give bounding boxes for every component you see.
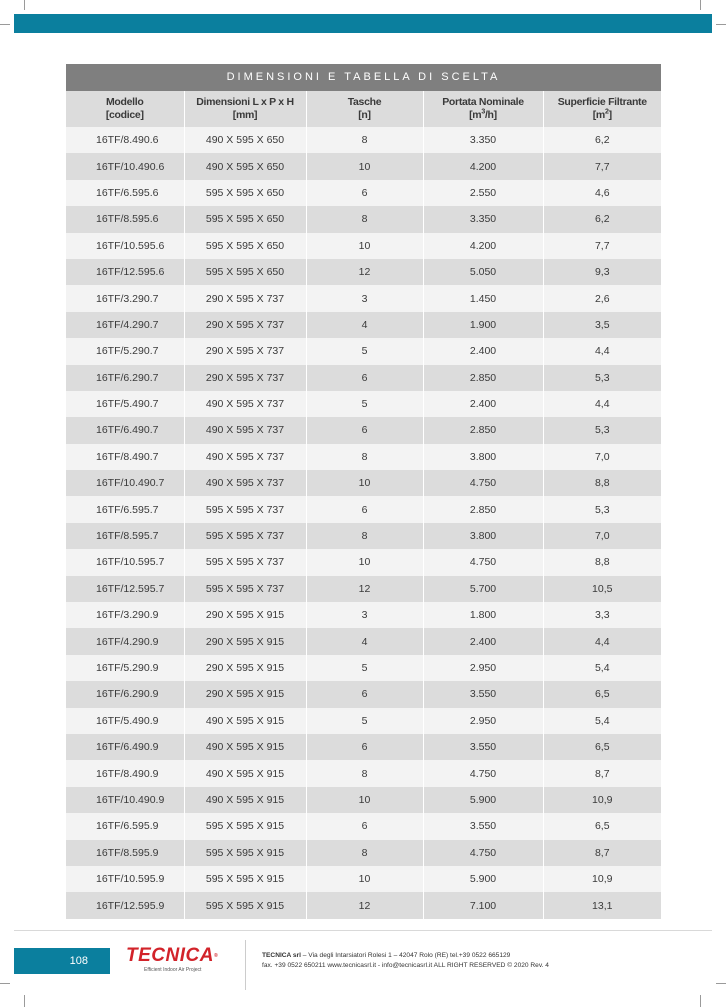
cell-dimensions: 290 X 595 X 737	[184, 365, 306, 391]
cell-model: 16TF/8.490.9	[66, 760, 184, 786]
cell-dimensions: 490 X 595 X 915	[184, 787, 306, 813]
table-row	[66, 866, 661, 892]
cell-airflow: 2.950	[423, 655, 543, 681]
cell-model: 16TF/6.290.9	[66, 681, 184, 707]
cell-model: 16TF/12.595.7	[66, 576, 184, 602]
cell-filter-surface: 3,5	[543, 312, 661, 338]
table-row	[66, 576, 661, 602]
cell-model: 16TF/12.595.9	[66, 892, 184, 918]
cell-filter-surface: 4,4	[543, 391, 661, 417]
cell-model: 16TF/5.490.7	[66, 391, 184, 417]
cell-pockets: 8	[306, 206, 423, 232]
cell-pockets: 6	[306, 681, 423, 707]
cell-dimensions: 595 X 595 X 737	[184, 496, 306, 522]
cell-airflow: 2.850	[423, 496, 543, 522]
cell-filter-surface: 8,7	[543, 840, 661, 866]
cell-airflow: 5.900	[423, 866, 543, 892]
cell-pockets: 5	[306, 391, 423, 417]
crop-mark	[24, 0, 25, 10]
crop-mark	[0, 24, 10, 25]
table-row	[66, 840, 661, 866]
table-body	[66, 127, 661, 919]
cell-dimensions: 290 X 595 X 915	[184, 602, 306, 628]
cell-airflow: 4.750	[423, 760, 543, 786]
cell-model: 16TF/10.490.7	[66, 470, 184, 496]
column-header-filter-surface: Superficie Filtrante $[m^2]$	[543, 91, 661, 127]
cell-model: 16TF/8.490.6	[66, 127, 184, 153]
cell-filter-surface: 7,7	[543, 153, 661, 179]
cell-filter-surface: 8,8	[543, 470, 661, 496]
cell-dimensions: 490 X 595 X 915	[184, 708, 306, 734]
cell-model: 16TF/6.595.6	[66, 180, 184, 206]
cell-pockets: 6	[306, 813, 423, 839]
cell-airflow: 2.400	[423, 338, 543, 364]
cell-dimensions: 595 X 595 X 737	[184, 549, 306, 575]
cell-airflow: 3.550	[423, 813, 543, 839]
table-row	[66, 523, 661, 549]
cell-model: 16TF/8.595.9	[66, 840, 184, 866]
table-row	[66, 444, 661, 470]
table-row	[66, 365, 661, 391]
cell-dimensions: 290 X 595 X 737	[184, 312, 306, 338]
cell-pockets: 6	[306, 496, 423, 522]
cell-airflow: 4.750	[423, 549, 543, 575]
footer-separator	[245, 940, 246, 990]
cell-airflow: 3.550	[423, 734, 543, 760]
cell-airflow: 5.050	[423, 259, 543, 285]
cell-airflow: 3.800	[423, 523, 543, 549]
cell-airflow: 4.200	[423, 233, 543, 259]
cell-model: 16TF/12.595.6	[66, 259, 184, 285]
cell-airflow: 5.900	[423, 787, 543, 813]
cell-dimensions: 290 X 595 X 915	[184, 681, 306, 707]
cell-airflow: 4.750	[423, 470, 543, 496]
cell-model: 16TF/10.490.9	[66, 787, 184, 813]
cell-model: 16TF/5.490.9	[66, 708, 184, 734]
cell-filter-surface: 6,5	[543, 734, 661, 760]
table-row	[66, 206, 661, 232]
crop-mark	[716, 983, 726, 984]
company-name: TECNICA srl	[262, 952, 301, 959]
cell-dimensions: 595 X 595 X 650	[184, 206, 306, 232]
cell-model: 16TF/6.595.9	[66, 813, 184, 839]
logo-tagline: Efficient Indoor Air Project	[144, 967, 202, 973]
cell-airflow: 2.950	[423, 708, 543, 734]
crop-mark	[700, 0, 701, 10]
cell-dimensions: 595 X 595 X 915	[184, 840, 306, 866]
cell-airflow: 1.450	[423, 285, 543, 311]
crop-mark	[716, 24, 726, 25]
table-row	[66, 602, 661, 628]
cell-filter-surface: 13,1	[543, 892, 661, 918]
cell-filter-surface: 10,9	[543, 787, 661, 813]
cell-pockets: 8	[306, 840, 423, 866]
cell-pockets: 8	[306, 523, 423, 549]
cell-airflow: 3.350	[423, 206, 543, 232]
cell-model: 16TF/6.490.7	[66, 417, 184, 443]
cell-pockets: 10	[306, 233, 423, 259]
cell-pockets: 8	[306, 127, 423, 153]
cell-airflow: 4.750	[423, 840, 543, 866]
table-row	[66, 655, 661, 681]
table-row	[66, 892, 661, 918]
header-band	[14, 14, 712, 33]
table-row	[66, 180, 661, 206]
cell-pockets: 5	[306, 708, 423, 734]
cell-pockets: 12	[306, 259, 423, 285]
table-row	[66, 496, 661, 522]
cell-airflow: 2.850	[423, 417, 543, 443]
cell-pockets: 5	[306, 655, 423, 681]
table-row	[66, 681, 661, 707]
table-row	[66, 708, 661, 734]
cell-pockets: 3	[306, 285, 423, 311]
table-row	[66, 787, 661, 813]
table-row	[66, 285, 661, 311]
cell-model: 16TF/10.595.7	[66, 549, 184, 575]
cell-filter-surface: 6,5	[543, 813, 661, 839]
selection-table-block	[66, 64, 661, 919]
cell-model: 16TF/10.490.6	[66, 153, 184, 179]
cell-pockets: 6	[306, 365, 423, 391]
cell-airflow: 2.400	[423, 391, 543, 417]
table-row	[66, 153, 661, 179]
column-header-pockets: Tasche [n]	[306, 91, 423, 127]
cell-pockets: 6	[306, 417, 423, 443]
cell-model: 16TF/6.490.9	[66, 734, 184, 760]
cell-filter-surface: 7,0	[543, 444, 661, 470]
cell-model: 16TF/4.290.9	[66, 628, 184, 654]
cell-airflow: 1.800	[423, 602, 543, 628]
cell-pockets: 4	[306, 312, 423, 338]
column-header-model: Modello [codice]	[66, 91, 184, 127]
cell-dimensions: 595 X 595 X 915	[184, 813, 306, 839]
cell-model: 16TF/4.290.7	[66, 312, 184, 338]
cell-filter-surface: 4,6	[543, 180, 661, 206]
cell-dimensions: 290 X 595 X 915	[184, 655, 306, 681]
cell-filter-surface: 10,5	[543, 576, 661, 602]
cell-dimensions: 595 X 595 X 915	[184, 866, 306, 892]
table-row	[66, 813, 661, 839]
cell-dimensions: 595 X 595 X 737	[184, 523, 306, 549]
cell-pockets: 6	[306, 180, 423, 206]
cell-pockets: 8	[306, 444, 423, 470]
cell-dimensions: 595 X 595 X 650	[184, 180, 306, 206]
cell-airflow: 4.200	[423, 153, 543, 179]
cell-filter-surface: 5,3	[543, 365, 661, 391]
cell-dimensions: 595 X 595 X 915	[184, 892, 306, 918]
table-header-row	[66, 91, 661, 127]
cell-filter-surface: 5,3	[543, 496, 661, 522]
cell-filter-surface: 10,9	[543, 866, 661, 892]
cell-dimensions: 490 X 595 X 915	[184, 760, 306, 786]
cell-model: 16TF/3.290.9	[66, 602, 184, 628]
column-header-airflow: Portata Nominale $[m^3/h]$	[423, 91, 543, 127]
table-row	[66, 259, 661, 285]
cell-pockets: 10	[306, 153, 423, 179]
table-row	[66, 127, 661, 153]
cell-pockets: 10	[306, 549, 423, 575]
cell-dimensions: 490 X 595 X 737	[184, 417, 306, 443]
cell-dimensions: 595 X 595 X 737	[184, 576, 306, 602]
page-number: 108	[69, 955, 88, 967]
cell-pockets: 12	[306, 892, 423, 918]
cell-model: 16TF/5.290.7	[66, 338, 184, 364]
crop-mark	[700, 995, 701, 1007]
cell-pockets: 10	[306, 787, 423, 813]
selection-table	[66, 91, 661, 919]
cell-filter-surface: 4,4	[543, 628, 661, 654]
cell-pockets: 3	[306, 602, 423, 628]
footer-divider	[14, 930, 712, 931]
crop-mark	[24, 995, 25, 1007]
table-row	[66, 734, 661, 760]
cell-filter-surface: 2,6	[543, 285, 661, 311]
table-row	[66, 760, 661, 786]
cell-dimensions: 490 X 595 X 915	[184, 734, 306, 760]
cell-pockets: 4	[306, 628, 423, 654]
cell-filter-surface: 3,3	[543, 602, 661, 628]
page-number-box	[14, 948, 110, 974]
cell-filter-surface: 8,8	[543, 549, 661, 575]
cell-filter-surface: 6,2	[543, 206, 661, 232]
table-row	[66, 417, 661, 443]
table-row	[66, 549, 661, 575]
cell-pockets: 12	[306, 576, 423, 602]
cell-pockets: 10	[306, 470, 423, 496]
cell-dimensions: 490 X 595 X 650	[184, 153, 306, 179]
cell-model: 16TF/6.595.7	[66, 496, 184, 522]
cell-dimensions: 490 X 595 X 737	[184, 470, 306, 496]
cell-pockets: 5	[306, 338, 423, 364]
cell-filter-surface: 7,7	[543, 233, 661, 259]
cell-airflow: 2.400	[423, 628, 543, 654]
cell-dimensions: 490 X 595 X 737	[184, 444, 306, 470]
cell-model: 16TF/10.595.9	[66, 866, 184, 892]
cell-airflow: 2.850	[423, 365, 543, 391]
table-row	[66, 391, 661, 417]
cell-filter-surface: 5,4	[543, 708, 661, 734]
cell-filter-surface: 4,4	[543, 338, 661, 364]
cell-airflow: 1.900	[423, 312, 543, 338]
table-row	[66, 312, 661, 338]
cell-dimensions: 290 X 595 X 737	[184, 338, 306, 364]
footer-contact: TECNICA srl – Via degli Intarsiatori Rolesi 1 – 42047 Rolo (RE) tel.+39 0522 665129 fax. +39 0522 650211 www.tecnicasrl.it - info@tecnicasrl.it ALL RIGHT RESERVED © 2020 Rev. 4	[262, 952, 549, 969]
cell-filter-surface: 7,0	[543, 523, 661, 549]
cell-dimensions: 595 X 595 X 650	[184, 259, 306, 285]
cell-dimensions: 290 X 595 X 737	[184, 285, 306, 311]
cell-airflow: 5.700	[423, 576, 543, 602]
cell-model: 16TF/8.490.7	[66, 444, 184, 470]
cell-dimensions: 490 X 595 X 737	[184, 391, 306, 417]
cell-filter-surface: 9,3	[543, 259, 661, 285]
cell-airflow: 2.550	[423, 180, 543, 206]
cell-pockets: 6	[306, 734, 423, 760]
cell-filter-surface: 5,3	[543, 417, 661, 443]
tecnica-logo: TECNICA® Efficient Indoor Air Project	[126, 946, 226, 976]
cell-airflow: 3.550	[423, 681, 543, 707]
column-header-dimensions: Dimensioni L x P x H [mm]	[184, 91, 306, 127]
cell-pockets: 8	[306, 760, 423, 786]
cell-model: 16TF/3.290.7	[66, 285, 184, 311]
cell-model: 16TF/5.290.9	[66, 655, 184, 681]
cell-model: 16TF/6.290.7	[66, 365, 184, 391]
table-row	[66, 470, 661, 496]
cell-pockets: 10	[306, 866, 423, 892]
crop-mark	[0, 983, 10, 984]
table-row	[66, 628, 661, 654]
cell-model: 16TF/10.595.6	[66, 233, 184, 259]
cell-airflow: 3.350	[423, 127, 543, 153]
cell-airflow: 7.100	[423, 892, 543, 918]
cell-model: 16TF/8.595.7	[66, 523, 184, 549]
cell-airflow: 3.800	[423, 444, 543, 470]
table-row	[66, 233, 661, 259]
cell-dimensions: 290 X 595 X 915	[184, 628, 306, 654]
cell-dimensions: 490 X 595 X 650	[184, 127, 306, 153]
cell-filter-surface: 5,4	[543, 655, 661, 681]
table-row	[66, 338, 661, 364]
cell-filter-surface: 8,7	[543, 760, 661, 786]
cell-filter-surface: 6,5	[543, 681, 661, 707]
cell-dimensions: 595 X 595 X 650	[184, 233, 306, 259]
table-title: DIMENSIONI E TABELLA DI SCELTA	[66, 64, 661, 91]
cell-model: 16TF/8.595.6	[66, 206, 184, 232]
cell-filter-surface: 6,2	[543, 127, 661, 153]
